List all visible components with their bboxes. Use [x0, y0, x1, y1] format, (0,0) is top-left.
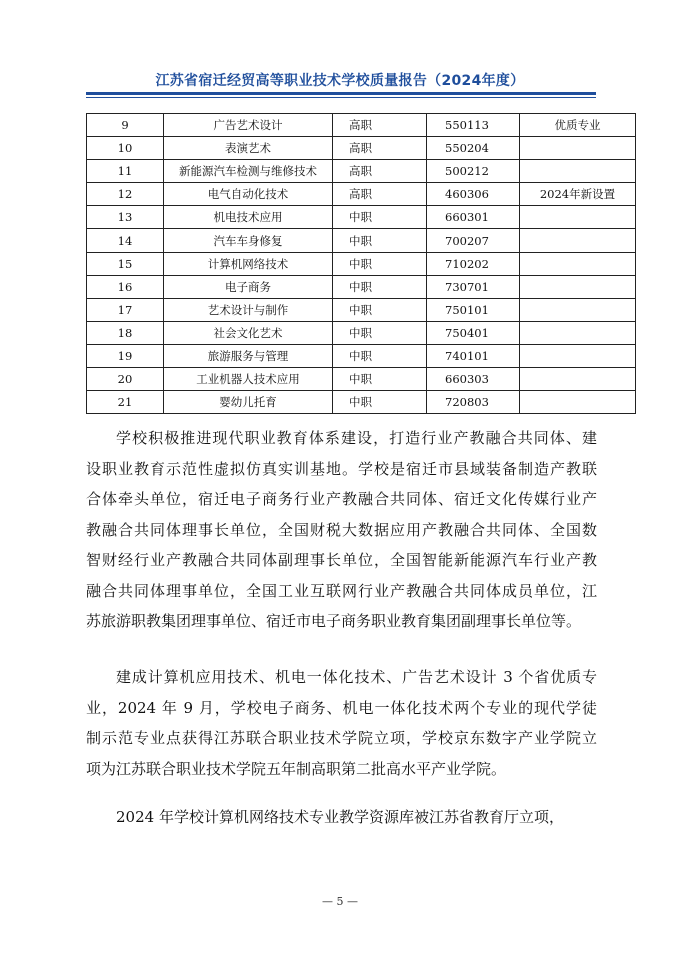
education-level-cell: 中职: [333, 298, 427, 321]
major-code-cell: 660301: [427, 206, 520, 229]
row-number-cell: 9: [87, 114, 164, 137]
row-number-cell: 20: [87, 368, 164, 391]
paragraph-line: 融合共同体理事单位，全国工业互联网行业产教融合共同体成员单位，江: [86, 581, 597, 600]
paragraph-line: 合体牵头单位，宿迁电子商务行业产教融合共同体、宿迁文化传媒行业产: [86, 490, 597, 508]
row-number-cell: 18: [87, 321, 164, 344]
major-code-cell: 710202: [427, 252, 520, 275]
education-level-cell: 高职: [333, 160, 427, 183]
report-title: 江苏省宿迁经贸高等职业技术学校质量报告（2024年度）: [155, 73, 525, 89]
majors-table: [86, 113, 636, 414]
major-code-cell: 460306: [427, 183, 520, 206]
major-name-cell: 艺术设计与制作: [164, 298, 333, 321]
header-rule-thick: [86, 92, 596, 95]
major-name-cell: 表演艺术: [164, 137, 333, 160]
major-name-cell: 计算机网络技术: [164, 252, 333, 275]
major-code-cell: 500212: [427, 160, 520, 183]
major-code-cell: 740101: [427, 344, 520, 367]
row-number-cell: 15: [87, 252, 164, 275]
remark-cell: [520, 298, 636, 321]
row-number-cell: 17: [87, 298, 164, 321]
remark-cell: [520, 206, 636, 229]
table-row: [87, 321, 636, 344]
education-level-cell: 中职: [333, 275, 427, 298]
table-row: [87, 137, 636, 160]
page-number: — 5 —: [322, 895, 358, 908]
remark-cell: 2024年新设置: [520, 183, 636, 206]
major-name-cell: 社会文化艺术: [164, 321, 333, 344]
table-row: [87, 298, 636, 321]
major-code-cell: 550113: [427, 114, 520, 137]
education-level-cell: 中职: [333, 229, 427, 252]
row-number-cell: 19: [87, 344, 164, 367]
row-number-cell: 11: [87, 160, 164, 183]
table-row: [87, 114, 636, 137]
table-row: [87, 368, 636, 391]
header-rule-thin: [86, 97, 596, 98]
table-row: [87, 229, 636, 252]
table-row: [87, 252, 636, 275]
paragraph-line: 智财经行业产教融合共同体副理事长单位，全国智能新能源汽车行业产教: [86, 551, 597, 569]
remark-cell: [520, 252, 636, 275]
remark-cell: [520, 368, 636, 391]
remark-cell: [520, 137, 636, 160]
major-name-cell: 广告艺术设计: [164, 114, 333, 137]
major-code-cell: 730701: [427, 275, 520, 298]
row-number-cell: 21: [87, 391, 164, 414]
major-code-cell: 700207: [427, 229, 520, 252]
row-number-cell: 16: [87, 275, 164, 298]
education-level-cell: 中职: [333, 321, 427, 344]
major-name-cell: 旅游服务与管理: [164, 344, 333, 367]
paragraph-quality-majors: [86, 662, 597, 784]
remark-cell: [520, 275, 636, 298]
major-code-cell: 750101: [427, 298, 520, 321]
major-name-cell: 工业机器人技术应用: [164, 368, 333, 391]
remark-cell: [520, 229, 636, 252]
table-row: [87, 391, 636, 414]
paragraph-line: 业，2024 年 9 月，学校电子商务、机电一体化技术两个专业的现代学徒: [86, 698, 597, 717]
education-level-cell: 中职: [333, 344, 427, 367]
row-number-cell: 14: [87, 229, 164, 252]
remark-cell: 优质专业: [520, 114, 636, 137]
table-row: [87, 206, 636, 229]
table-row: [87, 183, 636, 206]
row-number-cell: 13: [87, 206, 164, 229]
paragraph-resource-library: [86, 802, 597, 833]
row-number-cell: 10: [87, 137, 164, 160]
paragraph-line: 设职业教育示范性虚拟仿真实训基地。学校是宿迁市县域装备制造产教联: [86, 459, 597, 478]
paragraph-line: 2024 年学校计算机网络技术专业教学资源库被江苏省教育厅立项，: [116, 808, 564, 826]
row-number-cell: 12: [87, 183, 164, 206]
paragraph-line: 学校积极推进现代职业教育体系建设，打造行业产教融合共同体、建: [116, 429, 597, 447]
major-name-cell: 机电技术应用: [164, 206, 333, 229]
paragraph-industry-education: [86, 423, 597, 637]
education-level-cell: 高职: [333, 114, 427, 137]
education-level-cell: 中职: [333, 206, 427, 229]
education-level-cell: 高职: [333, 137, 427, 160]
education-level-cell: 中职: [333, 391, 427, 414]
major-code-cell: 750401: [427, 321, 520, 344]
major-code-cell: 550204: [427, 137, 520, 160]
education-level-cell: 高职: [333, 183, 427, 206]
majors-table-body: [87, 114, 636, 414]
paragraph-line: 制示范专业点获得江苏联合职业技术学院立项，学校京东数字产业学院立: [86, 729, 597, 747]
paragraph-line: 苏旅游职教集团理事单位、宿迁市电子商务职业教育集团副理事长单位等。: [86, 612, 582, 630]
major-name-cell: 汽车车身修复: [164, 229, 333, 252]
remark-cell: [520, 391, 636, 414]
remark-cell: [520, 321, 636, 344]
major-name-cell: 婴幼儿托育: [164, 391, 333, 414]
remark-cell: [520, 160, 636, 183]
table-row: [87, 160, 636, 183]
paragraph-line: 项为江苏联合职业技术学院五年制高职第二批高水平产业学院。: [86, 759, 507, 778]
remark-cell: [520, 344, 636, 367]
paragraph-line: 教融合共同体理事长单位，全国财税大数据应用产教融合共同体、全国数: [86, 520, 597, 539]
major-code-cell: 720803: [427, 391, 520, 414]
paragraph-line: 建成计算机应用技术、机电一体化技术、广告艺术设计 3 个省优质专: [116, 668, 597, 686]
table-row: [87, 344, 636, 367]
education-level-cell: 中职: [333, 252, 427, 275]
major-name-cell: 新能源汽车检测与维修技术: [164, 160, 333, 183]
major-name-cell: 电气自动化技术: [164, 183, 333, 206]
major-code-cell: 660303: [427, 368, 520, 391]
table-row: [87, 275, 636, 298]
education-level-cell: 中职: [333, 368, 427, 391]
major-name-cell: 电子商务: [164, 275, 333, 298]
